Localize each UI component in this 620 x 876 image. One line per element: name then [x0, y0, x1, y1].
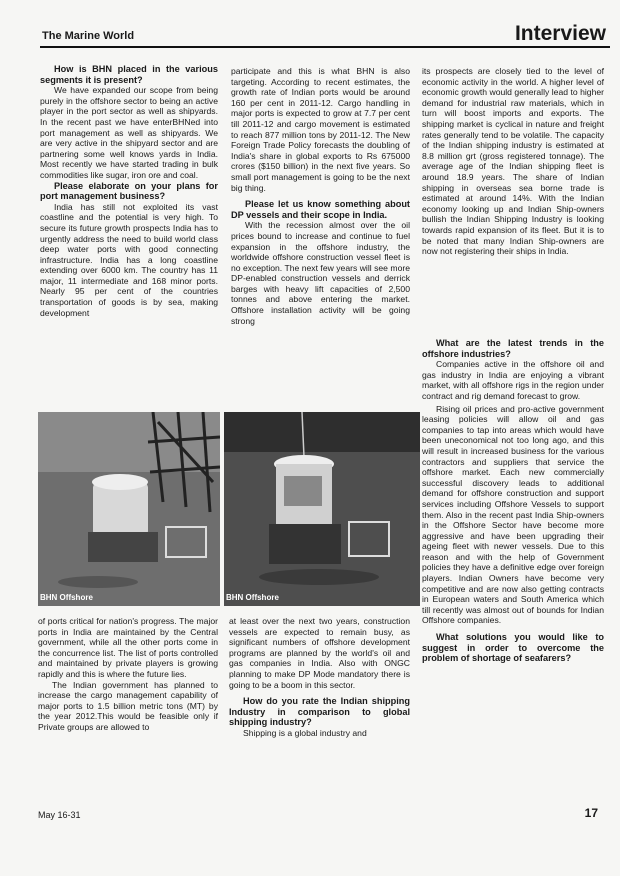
answer-paragraph: Companies active in the offshore oil and gas industry in India are enjoying a vibrant market, with all offshore rigs in the region under contract and rig demand forecast to grow.	[422, 359, 604, 401]
photo-caption: BHN Offshore	[226, 593, 279, 602]
column-3-lower	[422, 332, 604, 664]
photo-caption: BHN Offshore	[40, 593, 93, 602]
header-rule	[40, 46, 610, 48]
magazine-name: The Marine World	[42, 30, 135, 42]
offshore-photo-1	[38, 412, 220, 606]
answer-paragraph: participate and this is what BHN is also targeting. According to recent estimates, the growth rate of Indian ports would be around 160 per cent in 2011-12. Cargo handling in major ports is expected to grow at 7.7 per cent till 2011-12 and cargo movement is estimated to reach 877 million tons by 2011-12. The New Foreign Trade Policy forecasts the doubling of India's share in global exports to Rs 675000 crores ($150 billion) in the next five years. So small port management is going to be the next big thing.	[231, 66, 410, 193]
answer-paragraph: at least over the next two years, construction vessels are expected to remain busy, as significant numbers of offshore development programs are planned by the world's oil and gas companies in India. Also with ONGC planning to make DP Mode mandatory there is going to be a boom in this sector.	[229, 616, 410, 690]
answer-paragraph: India has still not exploited its vast coastline and the potential is very high. To secure its future growth prospects India has to urgently address the need to build world class deep water ports with good connecting infrastructure. India has a long coastline extending over 6000 km. The country has 11 major, 11 intermediate and 168 minor ports. Nearly 95 per cent of the countries transportation of goods is by sea, making development	[40, 201, 218, 318]
answer-paragraph: With the recession almost over the oil prices bound to increase and continue to fuel expansion in the offshore industry, the worldwide offshore construction vessel fleet is no exception. The next few years will see more DP-enabled construction vessels and derrick barges with heavy lift capacities of 2,500 tonnes and above entering the market. Offshore installation activity will be going strong	[231, 220, 410, 326]
answer-paragraph: Rising oil prices and pro-active government leasing policies will allow oil and gas companies to tap into areas which would have been uneconomical not too long ago, and this will result in increased business for the various contractors and suppliers that service the offshore market. Each new commercially successful discovery leads to additional demand for offshore construction and support services including Offshore Vessels to support them. Also in the recent past India Ship-owners in the Offshore Sector have become more aggressive and have been upgrading their ageing fleet with newer vessels. Due to this reason and with the help of Government policies they have a definitive edge over foreign players. Indian Owners have become very competitive and are now also getting contracts in European waters and South America which till recently was almost out of bounds for Indian Offshore companies.	[422, 403, 604, 626]
column-3	[422, 66, 604, 257]
answer-paragraph: Shipping is a global industry and	[243, 727, 367, 738]
issue-date: May 16-31	[38, 810, 81, 820]
column-1	[40, 64, 218, 318]
question-offshore-trends: What are the latest trends in the offshore industries?	[422, 338, 604, 359]
page-number: 17	[584, 806, 598, 820]
offshore-photo-2	[224, 412, 420, 606]
question-bhn-segments: How is BHN placed in the various segments it is present?	[40, 64, 218, 85]
question-seafarers: What solutions you would like to suggest in order to overcome the problem of shortage of seafarers?	[422, 632, 604, 664]
question-shipping-comparison: How do you rate the Indian shipping Industry in comparison to global shipping industry?	[229, 696, 410, 728]
column-1-lower	[38, 616, 218, 733]
section-title: Interview	[514, 22, 606, 45]
answer-paragraph: We have expanded our scope from being purely in the offshore sector to being an active player in the port sector as well as shipyards. In the recent past we have enterBHNed into port management as well as shipyards. We are very active in the shipyard sector and are partnering some well knows yards in India. Most recently we have started trading in bulk commodities like sugar, iron ore and coal.	[40, 85, 218, 180]
question-port-management: Please elaborate on your plans for port management business?	[40, 180, 218, 202]
column-2-lower	[229, 616, 410, 739]
answer-paragraph: The Indian government has planned to increase the cargo management capability of major ports to 1.5 billion metric tons (MT) by the year 2012.This would be feasible only if Private groups are allowed to	[38, 679, 218, 732]
answer-paragraph: of ports critical for nation's progress. The major ports in India are maintained by the Central government, while all the other ports come in the concurrence list. The list of ports controlled and maintained by private players is growing rapidly and this is where the future lies.	[38, 616, 218, 679]
question-dp-vessels: Please let us know something about DP vessels and their scope in India.	[231, 199, 410, 220]
answer-paragraph: its prospects are closely tied to the level of economic activity in the world. A higher level of economic growth would generally lead to higher demand for industrial raw materials, which in turn will boost imports and exports. The shipping market is cyclical in nature and freight rates generally tend to be volatile. The capacity of the Indian shipping industry is estimated at 8.8 million grt (gross registered tonnage). The average age of the Indian shipping fleet is around 18.9 years. The share of Indian shipping in overseas sea borne trade is estimated at around 14%. With the Indian economy looking up and Indian Ship-owners bullish the Indian Shipping Industry is looking towards rapid expansion of its fleet. But it is to be noted that many Indian Ship-owners are now not registering their ships in India.	[422, 66, 604, 257]
column-2	[231, 66, 410, 326]
